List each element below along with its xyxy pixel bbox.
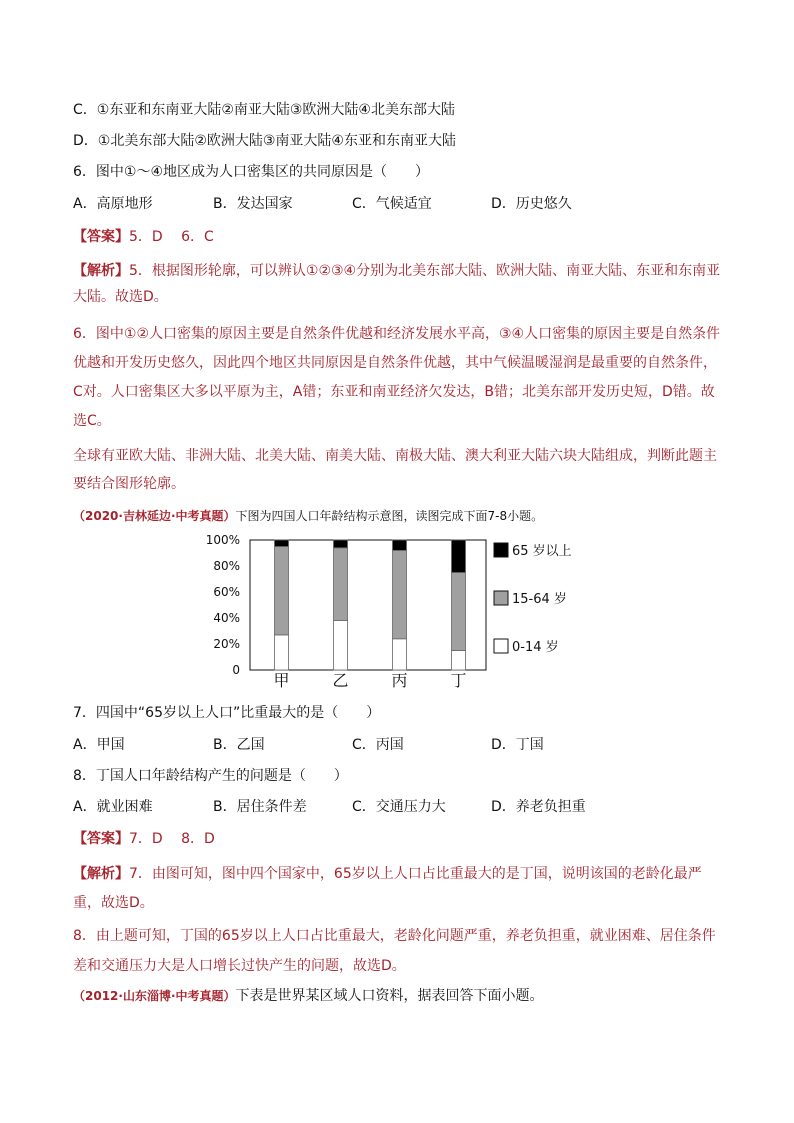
- y-tick-label: 20%: [213, 637, 240, 651]
- bar-segment: [452, 651, 466, 671]
- analysis-label: 【解析】: [73, 263, 129, 279]
- q8-option-d: D．养老负担重: [491, 799, 586, 815]
- answer-block-1: [73, 227, 214, 247]
- answer-block-2: [73, 829, 215, 849]
- answer-label: 【答案】: [73, 229, 129, 245]
- source-tag: （2020·吉林延边·中考真题）: [73, 509, 236, 523]
- bar-segment: [275, 540, 289, 547]
- bar-segment: [393, 540, 407, 550]
- answer-text: 5．D 6．C: [129, 229, 214, 245]
- bar-segment: [452, 540, 466, 573]
- q6-option-d: D．历史悠久: [491, 196, 572, 212]
- q7-stem: 7．四国中“65岁以上人口”比重最大的是（ ）: [73, 705, 381, 721]
- y-tick-label: 60%: [213, 585, 240, 599]
- analysis-1-p3: 全球有亚欧大陆、非洲大陆、北美大陆、南美大陆、南极大陆、澳大利亚大陆六块大陆组成，判断此题主要结合图形轮廓。: [73, 448, 717, 492]
- q7-option-d: D．丁国: [491, 737, 544, 753]
- answer-label-2: 【答案】: [73, 831, 129, 847]
- q6-option-c: C．气候适宜: [352, 196, 432, 212]
- q6-option-b: B．发达国家: [213, 196, 293, 212]
- x-tick-label: 乙: [332, 671, 349, 690]
- y-tick-label: 40%: [213, 611, 240, 625]
- bar-segment: [452, 573, 466, 651]
- analysis-2-p2: 8．由上题可知，丁国的65岁以上人口占比重最大，老龄化问题严重，养老负担重，就业困难、居住条件差和交通压力大是人口增长过快产生的问题，故选D。: [73, 928, 716, 974]
- intro-table: [73, 986, 544, 1006]
- legend-swatch: [494, 591, 508, 605]
- analysis-1-p2: 6．图中①②人口密集的原因主要是自然条件优越和经济发展水平高，③④人口密集的原因主要是自然条件优越和开发历史悠久，因此四个地区共同原因是自然条件优越，其中气候温暖湿润是最重要的自然条件，C对。人口密集区大多以平原为主，A错；东亚和南亚经济欠发达，B错；北美东部开发历史短，D错。故选C。: [73, 326, 721, 429]
- intro-q7-8: [73, 506, 543, 526]
- q8-option-b: B．居住条件差: [213, 799, 307, 815]
- q7-option-b: B．乙国: [213, 737, 265, 753]
- q8-option-a: A．就业困难: [73, 799, 153, 815]
- intro-text: 下图为四国人口年龄结构示意图，读图完成下面7-8小题。: [235, 509, 544, 523]
- bar-segment: [393, 639, 407, 670]
- analysis-text: 5．根据图形轮廓，可以辨认①②③④分别为北美东部大陆、欧洲大陆、南亚大陆、东亚和东南亚大陆。故选D。: [73, 263, 721, 305]
- bar-segment: [334, 540, 348, 548]
- q8-option-c: C．交通压力大: [352, 799, 446, 815]
- bar-segment: [334, 621, 348, 670]
- x-tick-label: 丁: [450, 671, 467, 690]
- bar-segment: [275, 635, 289, 670]
- bar-segment: [393, 550, 407, 638]
- q7-option-a: A．甲国: [73, 737, 125, 753]
- y-tick-label: 80%: [213, 559, 240, 573]
- q5-option-d: D．①北美东部大陆②欧洲大陆③南亚大陆④东亚和东南亚大陆: [73, 133, 456, 149]
- legend-swatch: [494, 639, 508, 653]
- x-tick-label: 丙: [391, 671, 408, 690]
- q8-stem: 8．丁国人口年龄结构产生的问题是（ ）: [73, 768, 348, 784]
- q6-options: [73, 194, 733, 214]
- analysis-label-2: 【解析】: [73, 866, 129, 882]
- q7-options: [73, 735, 733, 755]
- q8-options: [73, 797, 733, 817]
- intro-table-text: 下表是世界某区域人口资料，据表回答下面小题。: [235, 988, 544, 1004]
- source-tag-2: （2012·山东淄博·中考真题）: [73, 989, 236, 1003]
- age-structure-chart: [206, 530, 606, 690]
- analysis-text-2: 7．由图可知，图中四个国家中，65岁以上人口占比重最大的是丁国，说明该国的老龄化最严重，故选D。: [73, 866, 702, 911]
- q6-stem: 6．图中①～④地区成为人口密集区的共同原因是（ ）: [73, 164, 430, 180]
- x-tick-label: 甲: [273, 671, 290, 690]
- bar-segment: [275, 547, 289, 635]
- y-tick-label: 0: [232, 663, 240, 677]
- analysis-2-p1: [73, 860, 725, 918]
- legend-swatch: [494, 543, 508, 557]
- q7-option-c: C．丙国: [352, 737, 404, 753]
- q6-option-a: A．高原地形: [73, 196, 153, 212]
- bar-segment: [334, 548, 348, 621]
- analysis-1-p1: [73, 258, 725, 310]
- q5-option-c: C．①东亚和东南亚大陆②南亚大陆③欧洲大陆④北美东部大陆: [73, 102, 455, 118]
- legend-label: 15-64 岁: [512, 592, 567, 607]
- legend-label: 0-14 岁: [512, 640, 559, 655]
- legend-label: 65 岁以上: [512, 544, 572, 559]
- answer-text-2: 7．D 8．D: [129, 831, 215, 847]
- y-tick-label: 100%: [206, 533, 240, 547]
